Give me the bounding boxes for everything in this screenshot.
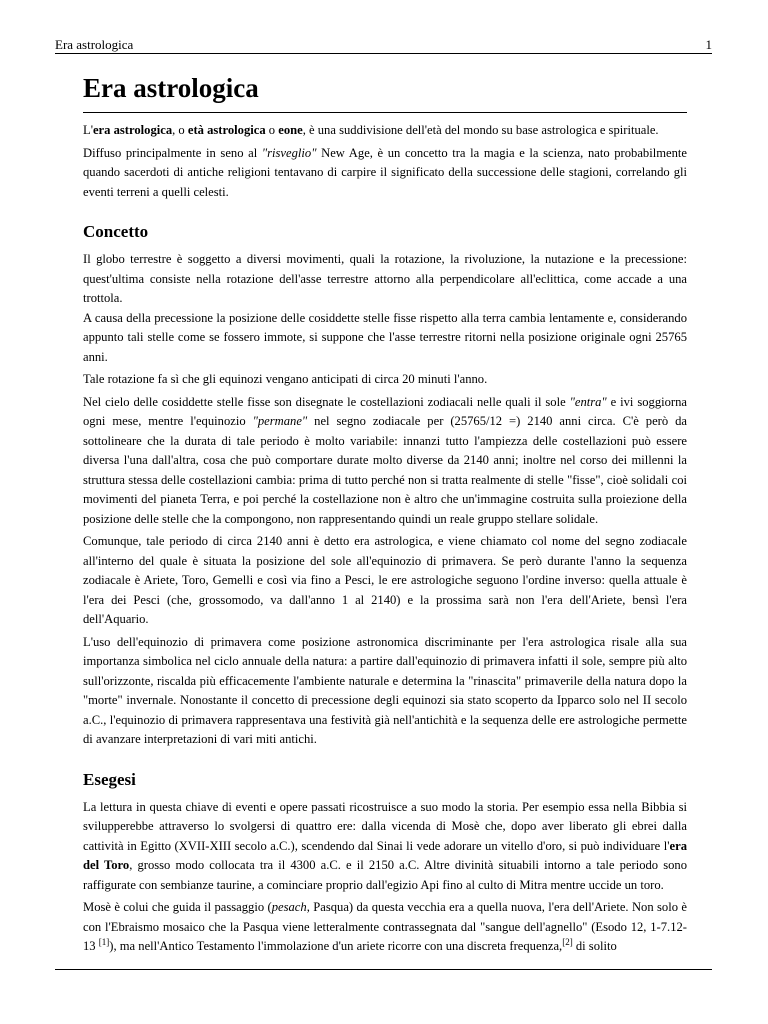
section-heading-concetto: Concetto [83, 222, 149, 241]
bold-term-era-astrologica: era astrologica [92, 123, 173, 137]
concetto-paragraph-1: Il globo terrestre è soggetto a diversi movimenti, quali la rotazione, la rivoluzione, la nutazione e la precessione: quest'ultima consiste nella rotazione dell'asse terrestre attorno alla perpendicolare all'eclittica, come accade a una trottola. A causa della precessione la posizione delle cosiddette stelle fisse rispetto alla terra cambia lentamente e, considerando appunto tali stelle come se fossero immote, si suppone che l'asse terrestre ritorni nella posizione originale ogni 25765 anni. [83, 252, 687, 364]
concetto-paragraph-4: Comunque, tale periodo di circa 2140 anni è detto era astrologica, e viene chiamato col nome del segno zodiacale all'interno del quale è situata la posizione del sole all'equinozio di primavera. Se però durante l'anno la sequenza zodiacale è Ariete, Toro, Gemelli e così via fino a Pesci, le ere astrologiche seguono l'ordine inverso: quella attuale è l'era dei Pesci (che, grossomodo, va dall'anno 1 al 2140) e la prossima sarà non l'era dell'Ariete, bensì l'era dell'Aquario. [83, 534, 687, 626]
footer-rule [55, 969, 712, 970]
italic-permane: "permane" [252, 414, 308, 428]
esegesi-paragraph-1: La lettura in questa chiave di eventi e opere passati ricostruisce a suo modo la storia. Per esempio essa nella Bibbia si svilupperebbe attraverso lo svolgersi di quattro ere: dalla vicenda di Mosè che, dopo aver liberato gli ebrei dalla cattività in Egitto (XVII-XIII secolo a.C.), scendendo dal Sinai li vede adorare un vitello d'oro, si può individuare l'era del Toro, grosso modo collocata tra il 4300 a.C. e il 2150 a.C. Altre divinità situabili intorno a tale periodo sono raffigurate con sembianze taurine, a cominciare proprio dall'egizio Api fino al culto di Mitra mentre uccide un toro. [83, 799, 688, 892]
bold-term-era-del-toro: era del Toro [83, 838, 687, 872]
concetto-paragraph-2: Tale rotazione fa sì che gli equinozi vengano anticipati di circa 20 minuti l'anno. [83, 372, 488, 386]
esegesi-paragraph-2: Mosè è colui che guida il passaggio (pesach, Pasqua) da questa vecchia era a quella nuova, l'era dell'Ariete. Non solo è con l'Ebraismo mosaico che la Pasqua viene letteralmente contrassegnata dal "sangue dell'agnello" (Esodo 12, 1-7.12-13 [1]), ma nell'Antico Testamento l'immolazione d'un ariete ricorre con una discreta frequenza,[2] di solito [83, 900, 687, 953]
intro-paragraph-1: L'era astrologica, o età astrologica o eone, è una suddivisione dell'età del mondo su base astrologica e spirituale. [83, 123, 659, 137]
bold-term-eone: eone [278, 123, 303, 137]
bold-term-eta-astrologica: età astrologica [187, 123, 266, 137]
article-body [83, 72, 687, 960]
concetto-paragraph-5: L'uso dell'equinozio di primavera come posizione astronomica discriminante per l'era astrologica risale alla sua importanza simbolica nel ciclo annuale della natura: a partire dall'equinozio di primavera infatti il sole, sempre più alto sull'orizzonte, riscalda più efficacemente l'ambiente naturale e determina la "rinascita" primaverile della natura dopo la "morte" invernale. Nonostante il concetto di precessione degli equinozi sia stato scoperto da Ipparco solo nel II secolo a.C., l'equinozio di primavera rappresentava una festività già nell'antichità e la sequenza delle ere astrologiche permette di avanzare interpretazioni di vari miti antichi. [83, 634, 687, 746]
page-title: Era astrologica [83, 72, 687, 113]
footnote-ref-1[interactable]: [1] [98, 937, 110, 947]
footnote-ref-2[interactable]: [2] [562, 937, 573, 947]
italic-risveglio: "risveglio" [261, 145, 317, 160]
section-heading-esegesi: Esegesi [83, 769, 136, 789]
concetto-paragraph-3: Nel cielo delle cosiddette stelle fisse son disegnate le costellazioni zodiacali nelle quali il sole "entra" e ivi soggiorna ogni mese, mentre l'equinozio "permane" nel segno zodiacale per (25765/12 =) 2140 anni circa. C'è però da sottolineare che la durata di tale periodo è molto variabile: innanzi tutto l'ampiezza delle costellazioni può essere diversa l'una dall'altra, cosa che può comportare durate molto diverse da 2140 anni; inoltre nel corso dei millenni la struttura stessa delle costellazioni cambia: prima di tutto perché non si tratta realmente di stelle "fisse", cioè solidali coi movimenti del pianeta Terra, e poi perché la costellazione non è altro che un'immagine costruita sulla proiezione della posizione delle stelle che la compongono, non rappresentando quindi un reale gruppo stellare solidale. [83, 394, 687, 526]
italic-pesach: pesach [271, 900, 307, 914]
intro-paragraph-2: Diffuso principalmente in seno al "risveglio" New Age, è un concetto tra la magia e la scienza, nato probabilmente quando sacerdoti di antiche religioni tentavano di carpire il significato della successione delle stagioni, correlando gli eventi terreni a quelli celesti. [83, 145, 687, 199]
running-header [55, 33, 712, 54]
running-header-title: Era astrologica [55, 37, 134, 52]
page-number: 1 [705, 37, 712, 52]
italic-entra: "entra" [569, 394, 607, 409]
